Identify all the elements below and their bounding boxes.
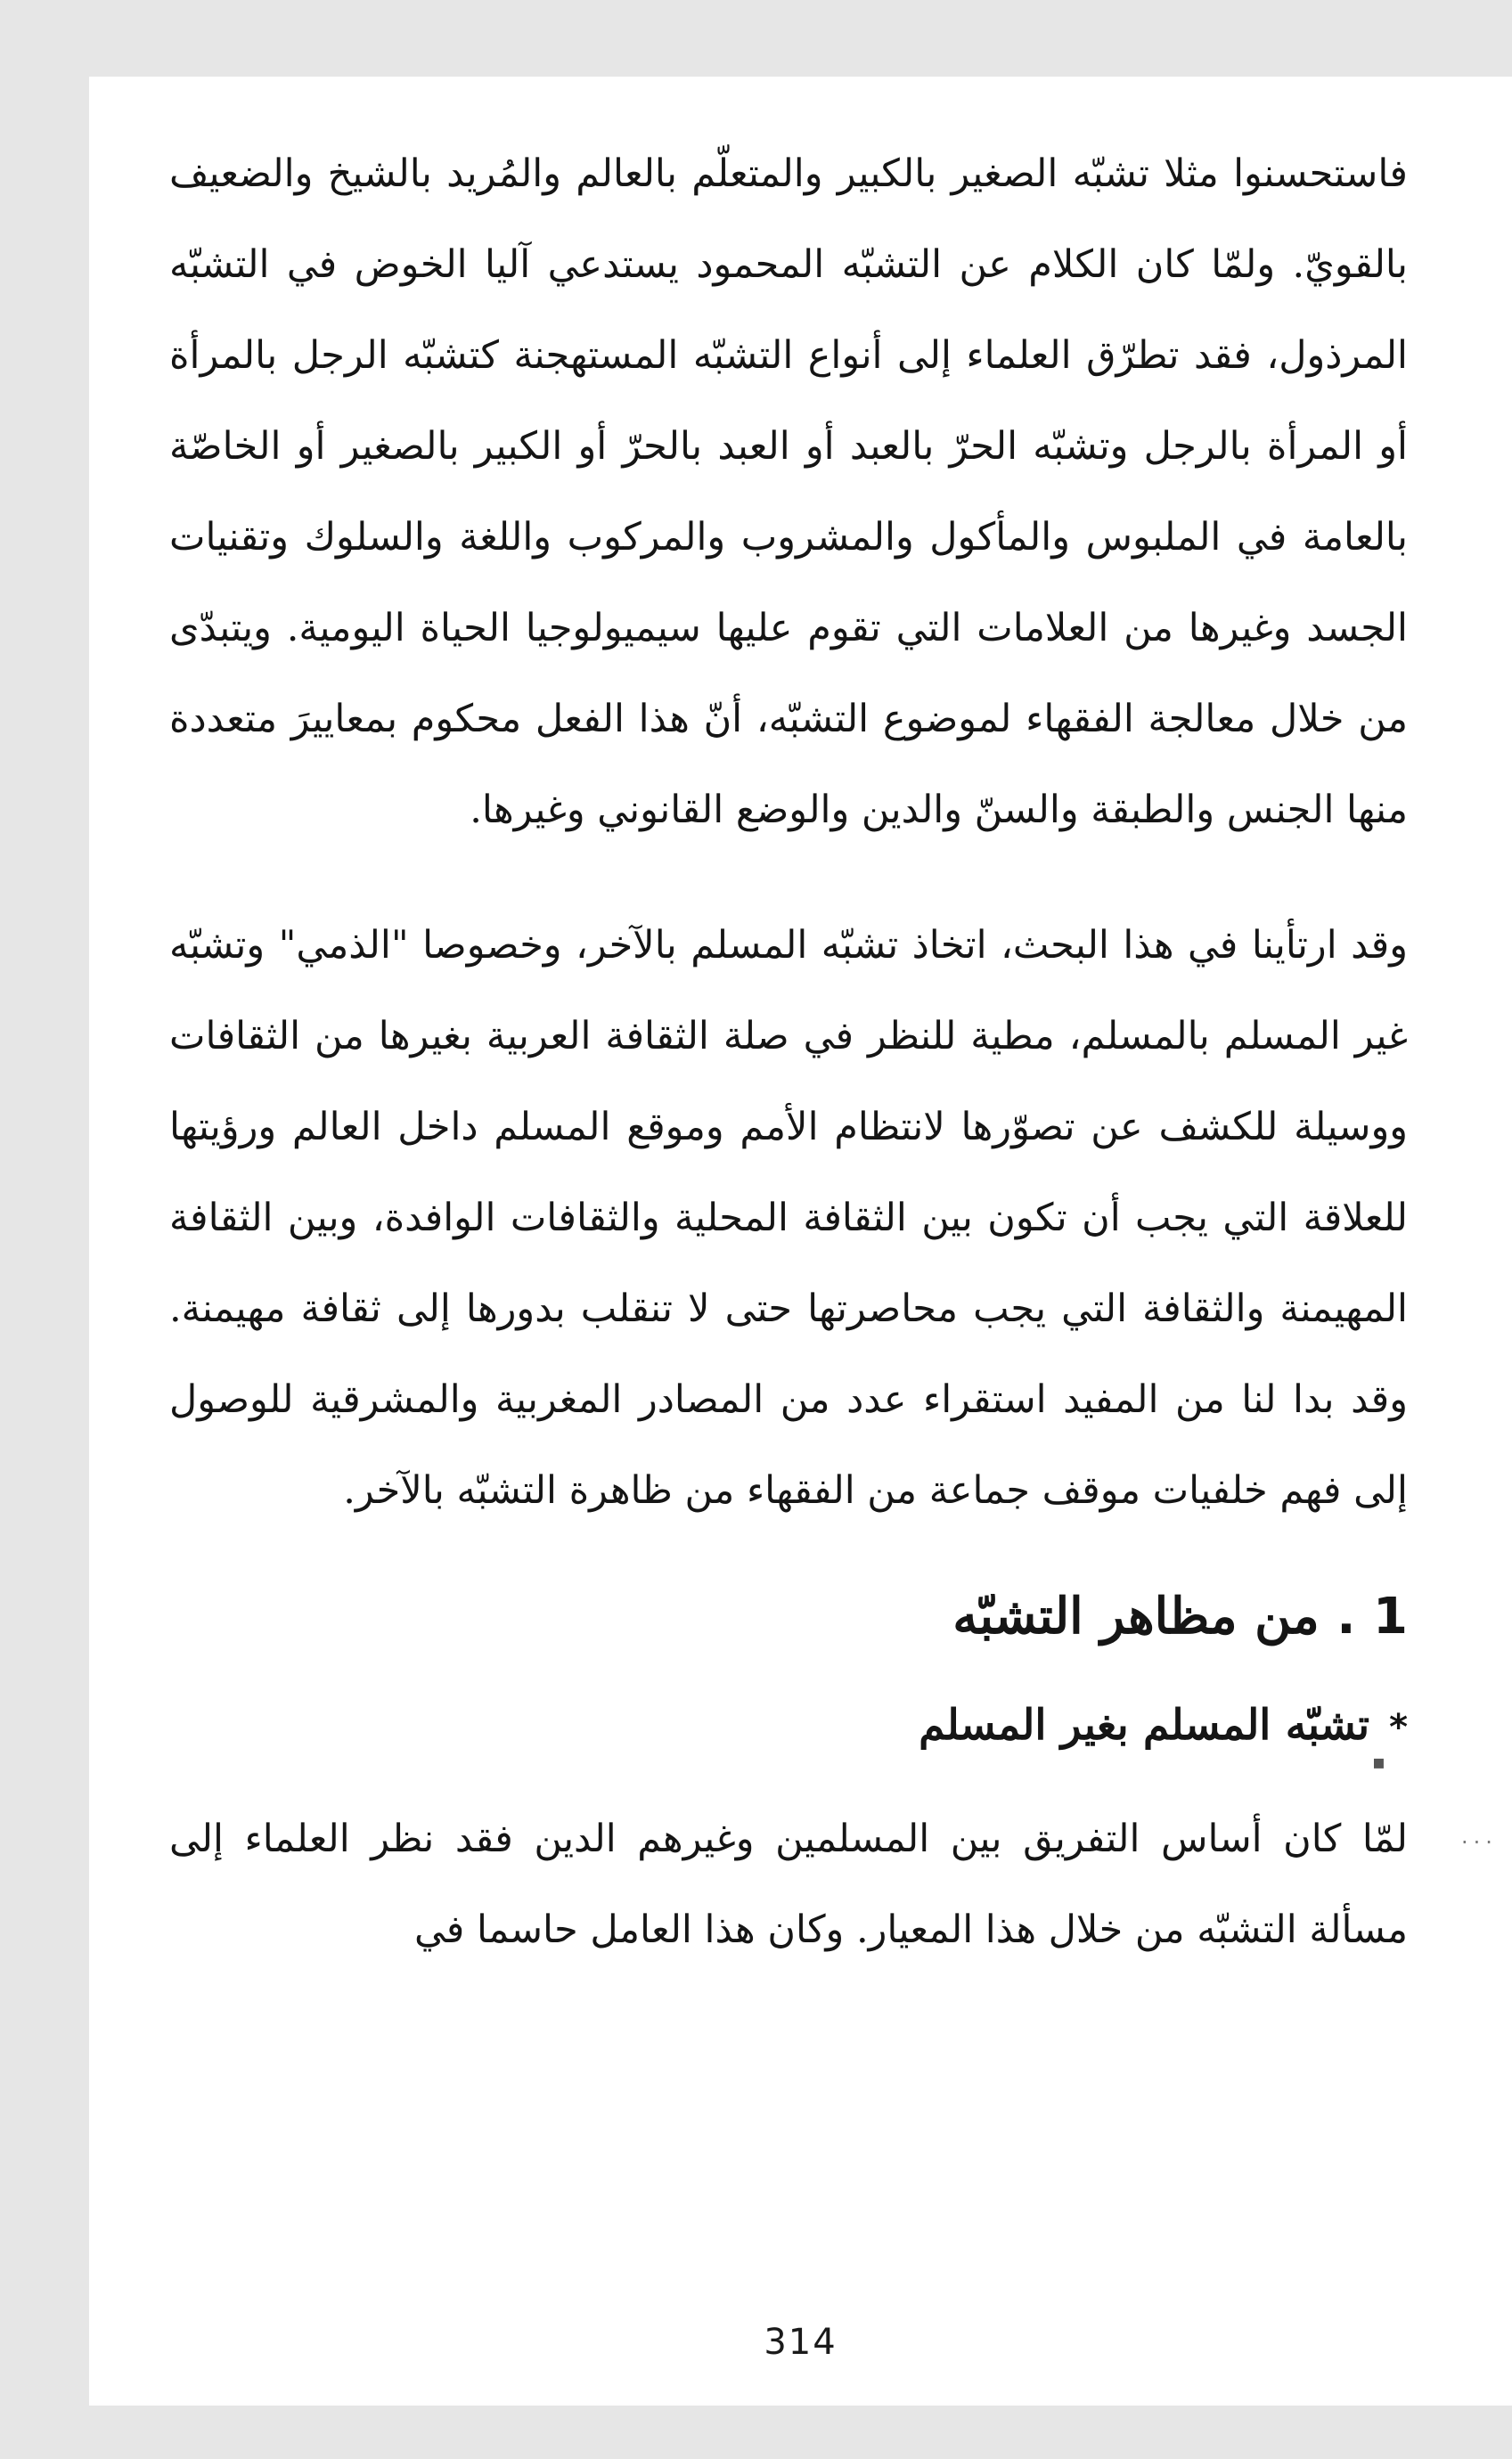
document-page [89,77,1512,2406]
section-number: 1 . [1336,1588,1408,1646]
section-heading [169,1572,1408,1662]
subsection-title: تشبّه المسلم بغير المسلم [919,1701,1370,1750]
page-number: 314 [764,2322,838,2363]
paragraph-1: فاستحسنوا مثلا تشبّه الصغير بالكبير والمتعلّم بالعالم والمُريد بالشيخ والضعيف بالقويّ. ولمّا كان الكلام عن التشبّه المحمود يستدعي آليا الخوض في التشبّه المرذول، فقد تطرّق العلماء إلى أنواع التشبّه المستهجنة كتشبّه الرجل بالمرأة أو المرأة بالرجل وتشبّه الحرّ بالعبد أو العبد بالحرّ أو الكبير بالصغير أو الخاصّة بالعامة في الملبوس والمأكول والمشروب والمركوب واللغة والسلوك وتقنيات الجسد وغيرها من العلامات التي تقوم عليها سيميولوجيا الحياة اليومية. ويتبدّى من خلال معالجة الفقهاء لموضوع التشبّه، أنّ هذا الفعل محكوم بمعاييرَ متعددة منها الجنس والطبقة والسنّ والدين والوضع القانوني وغيرها. [169,151,1408,832]
text-column [169,128,1408,1975]
section-title: من مظاهر التشبّه [952,1587,1320,1646]
subsection-heading [169,1681,1408,1772]
paragraph-2: وقد ارتأينا في هذا البحث، اتخاذ تشبّه المسلم بالآخر، وخصوصا "الذمي" وتشبّه غير المسلم بالمسلم، مطية للنظر في صلة الثقافة العربية بغيرها من الثقافات ووسيلة للكشف عن تصوّرها لانتظام الأمم وموقع المسلم داخل العالم ورؤيتها للعلاقة التي يجب أن تكون بين الثقافة المحلية والثقافات الوافدة، وبين الثقافة المهيمنة والثقافة التي يجب محاصرتها حتى لا تنقلب بدورها إلى ثقافة مهيمنة. وقد بدا لنا من المفيد استقراء عدد من المصادر المغربية والمشرقية للوصول إلى فهم خلفيات موقف جماعة من الفقهاء من ظاهرة التشبّه بالآخر. [169,923,1408,1513]
scan-dots-mark: ··· [1461,1830,1498,1855]
paragraph-3: لمّا كان أساس التفريق بين المسلمين وغيرهم الدين فقد نظر العلماء إلى مسألة التشبّه من خلال هذا المعيار. وكان هذا العامل حاسما في [169,1817,1408,1952]
asterisk-bullet-icon: * [1389,1707,1408,1748]
scan-speck-mark: ▪ [1372,1752,1385,1774]
